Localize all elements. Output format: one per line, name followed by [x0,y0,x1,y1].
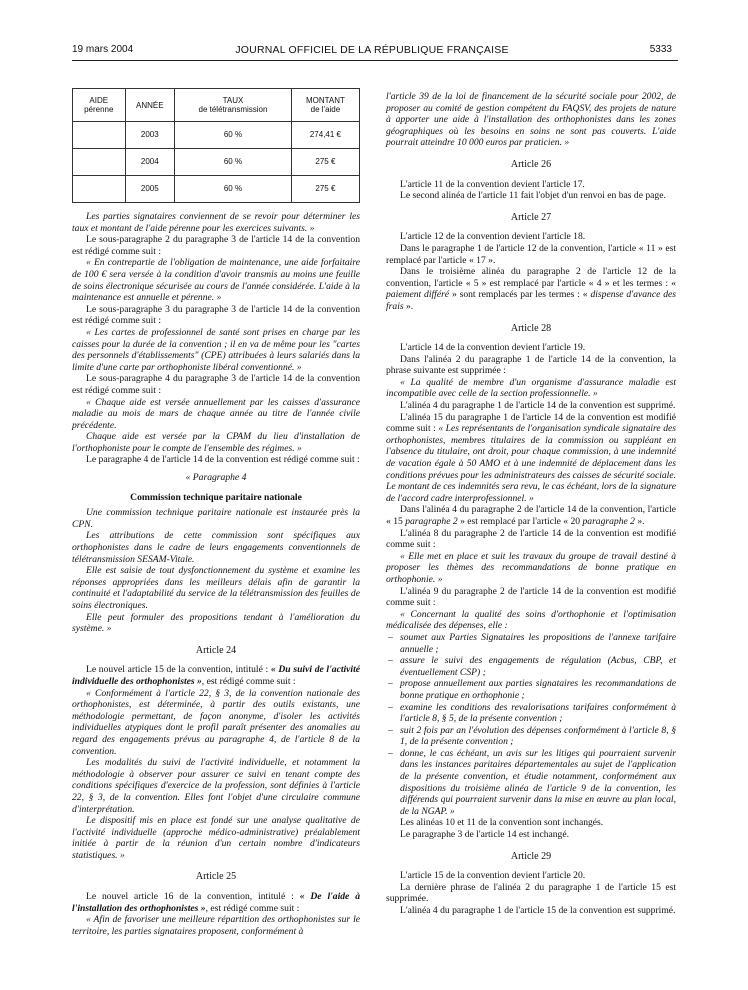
paragraph: Une commission technique paritaire nationale est instaurée près la CPN. [72,507,360,530]
article-25-title: Article 25 [195,871,237,883]
obligations-list [386,632,676,818]
paragraph: Les alinéas 10 et 11 de la convention sont inchangés. [400,817,604,829]
article-24-title: Article 24 [195,644,237,656]
paragraph: L'alinéa 4 du paragraphe 1 de l'article 14 de la convention est supprimé. [400,400,676,412]
paragraph: L'alinéa 9 du paragraphe 2 de l'article 14 de la convention est modifié comme suit : [386,585,676,609]
paragraph: L'article 14 de la convention devient l'article 19. [400,342,586,354]
paragraph: « Concernant la qualité des soins d'orthophonie et l'optimisation médicalisée des dépenses, elle : [386,608,676,632]
text-run: ». [403,300,414,312]
paragraph [72,891,360,914]
paragraph: Les modalités du suivi de l'activité individuelle, et notamment la méthodologie à observer pour assurer ce suivi en tenant compte des conditions spécifiques d'exercice de la profession, sont définies à l'article 22, § 3, de la convention. Elles font l'objet d'une circulaire commune d'interprétation. [72,757,360,815]
paragraph: Le sous-paragraphe 4 du paragraphe 3 de l'article 14 de la convention est rédigé comme suit : [72,373,360,396]
text-run: « Du suivi de l'activité individuelle des orthophonistes » [72,664,361,687]
text-run: L'alinéa 15 du paragraphe 1 de l'article 14 de la convention est modifié comme suit : [386,411,676,435]
text-run: dispense d'avance des frais [386,289,677,312]
paragraph: Le paragraphe 4 de l'article 14 de la convention est rédigé comme suit : [86,454,360,466]
list-item: – examine les conditions des revalorisations tarifaires conformément à l'article 8, § 5, de la présente convention ; [400,702,676,725]
paragraph: L'alinéa 4 du paragraphe 1 de l'article 15 de la convention est supprimé. [400,905,676,916]
paragraph: « Elle met en place et suit les travaux du groupe de travail destiné à proposer les thèmes des recommandations de bonne pratique en orthophonie. » [386,550,676,585]
paragraph: « La qualité de membre d'un organisme d'assurance maladie est incompatible avec celle de la section professionnelle. » [386,376,676,400]
list-item: – propose annuellement aux parties signataires les recommandations de bonne pratique en orthophonie ; [400,678,676,701]
paragraph [72,664,360,687]
page-header [72,44,672,58]
paragraph: Le sous-paragraphe 3 du paragraphe 3 de l'article 14 de la convention est rédigé comme suit : [72,303,360,327]
paragraph: L'article 12 de la convention devient l'article 18. [400,231,586,243]
aid-table-cell: 275 € [291,149,359,176]
text-run: » est remplacé par l'article « 20 [457,516,583,527]
aid-table-row [73,149,360,176]
paragraph: « Afin de favoriser une meilleure répartition des orthophonistes sur le territoire, les parties signataires proposent, conformément à [72,914,360,937]
aid-table-header-cell: AIDE pérenne [73,89,126,122]
paragraph: Le dispositif mis en place est fondé sur une analyse qualitative de l'activité individuelle (approche médico-administrative) préalablement initiée à partir de la réunion d'un certain nombre d'indicateurs statistiques. » [72,815,360,861]
article-26-title: Article 26 [510,158,552,170]
aid-table-cell: 60 % [175,176,292,203]
paragraph-heading: « Paragraphe 4 [185,472,247,484]
list-item: – soumet aux Parties Signataires les propositions de l'annexe tarifaire annuelle ; [400,632,676,655]
aid-table-cell: 2003 [125,122,175,149]
paragraph: « Chaque aide est versée annuellement par les caisses d'assurance maladie au mois de mars de chaque année au titre de l'année civile précédente. [72,396,360,431]
article-27-title: Article 27 [510,211,552,223]
paragraph: Chaque aide est versée par la CPAM du lieu d'installation de l'orthophoniste pour le compte de l'ensemble des régimes. » [72,431,360,454]
aid-table-row [73,122,360,149]
text-run: « Les représentants de l'organisation syndicale signataire des orthophonistes, membres titulaires de la commission ou suppléant en l'absence du titulaire, ont droit, pour chaque commission, à une indemnité de vacation égale à 50 AMO et à une indemnité de déplacement dans les conditions prévues pour les administrateurs des caisses de sécurité sociale. Le montant de ces indemnités sera revu, le cas échéant, lors de la signature de l'accord cadre interprofessionnel. » [386,423,676,504]
header-rule [72,60,678,61]
list-item: – assure le suivi des engagements de régulation (Acbus, CBP, et éventuellement CSP) ; [400,655,676,678]
paragraph: L'article 15 de la convention devient l'article 20. [400,870,586,882]
paragraph: « Conformément à l'article 22, § 3, de la convention nationale des orthophonistes, est déterminée, à partir des outils existants, une méthodologie permettant, de façon anonyme, d'isoler les activités individuelles atypiques dont le profil paraît présenter des anomalies au regard des engagements prévus au paragraphe 4, de l'article 8 de la convention. [72,687,360,757]
list-item: – donne, le cas échéant, un avis sur les litiges qui pourraient survenir dans les instances paritaires départementales au sujet de l'application de la présente convention, et étudie notamment, conformément aux dispositions du troisième alinéa de l'article 9 de la convention, les différends qui pourraient survenir dans la mise en œuvre au plan local, de la NGAP. » [400,748,676,818]
paragraph: Dans le paragraphe 1 de l'article 12 de la convention, l'article « 11 » est remplacé par l'article « 17 ». [386,242,676,266]
text-run: ». [634,516,645,527]
aid-table-cell: 2004 [125,149,175,176]
list-item: – suit 2 fois par an l'évolution des dépenses conformément à l'article 8, § 1, de la présente convention ; [400,725,676,748]
header-date: 19 mars 2004 [72,44,134,55]
paragraph: Elle est saisie de tout dysfonctionnement du système et examine les réponses appropriées dans les meilleurs délais afin de garantir la continuité et l'adaptabilité du service de la télétransmission des feuilles de soins électroniques. [72,565,360,611]
right-column [386,91,676,917]
paragraph: « En contrepartie de l'obligation de maintenance, une aide forfaitaire de 100 € sera versée à la condition d'avoir transmis au moins une feuille de soins électronique sécurisée au cours de l'année considérée. L'aide à la maintenance est annuelle et pérenne. » [72,257,360,304]
text-run: , est rédigé comme suit : [205,902,300,914]
aid-table [72,88,360,203]
paragraph [386,412,676,505]
paragraph: l'article 39 de la loi de financement de la sécurité sociale pour 2002, de proposer au comité de gestion compétent du FAQSV, des projets de nature à apporter une aide à l'installation des orthophonistes dans les zones géographiques où les besoins en soins ne sont pas couverts. L'aide pourrait atteindre 10 000 euros par praticien. » [386,91,676,149]
text-run: paiement différé [386,289,450,301]
left-column [72,88,360,937]
aid-table-cell [73,176,126,203]
paragraph: Les parties signataires conviennent de se revoir pour déterminer les taux et montant de l'aide pérenne pour les exercices suivants. » [72,211,360,234]
paragraph: Le paragraphe 3 de l'article 14 est inchangé. [400,829,570,841]
aid-table-cell: 60 % [175,122,292,149]
paragraph: « Les cartes de professionnel de santé sont prises en charge par les caisses pour la durée de la convention ; il en va de même pour les "cartes des personnels d'établissements" (CPE) attribuées à leurs salariés dans la limite d'une carte par orthophoniste libéral conventionné. » [72,326,360,373]
text-run: , est rédigé comme suit : [201,675,296,687]
header-page-number: 5333 [649,44,672,55]
aid-table-row [73,176,360,203]
text-run: Dans le troisième alinéa du paragraphe 2 de l'article 12 de la convention, l'article « 5 » est remplacé par l'article « 4 » et les termes : « [386,266,676,289]
aid-table-cell: 2005 [125,176,175,203]
text-run: » sont remplacés par les termes : « [449,289,591,301]
text-run: paragraphe 2 [582,516,635,527]
aid-table-header-cell: MONTANT de l'aide [291,89,359,122]
paragraph: L'alinéa 8 du paragraphe 2 de l'article 14 de la convention est modifié comme suit : [386,527,676,551]
text-run: « De l'aide à l'installation des orthophonistes » [72,891,360,914]
text-run: Le nouvel article 16 de la convention, intitulé : [86,891,300,903]
aid-table-cell [73,149,126,176]
paragraph: L'article 11 de la convention devient l'article 17. [400,178,585,190]
section-heading: Commission technique paritaire nationale [130,491,302,503]
paragraph: Le second alinéa de l'article 11 fait l'objet d'un renvoi en bas de page. [400,190,666,202]
text-run: paragraphe 2 [405,516,458,527]
paragraph: Le sous-paragraphe 2 du paragraphe 3 de l'article 14 de la convention est rédigé comme suit : [72,234,360,257]
paragraph: Dans l'alinéa 2 du paragraphe 1 de l'article 14 de la convention, la phrase suivante est supprimée : [386,353,676,377]
text-run: Le nouvel article 15 de la convention, intitulé : [86,664,271,676]
paragraph: Elle peut formuler des propositions tendant à l'amélioration du système. » [72,611,360,635]
article-29-title: Article 29 [510,850,552,862]
paragraph: Les attributions de cette commission sont spécifiques aux orthophonistes dans le cadre de leurs engagements conventionnels de télétransmission SESAM-Vitale. [72,530,360,565]
article-28-title: Article 28 [510,322,552,334]
aid-table-header-cell: ANNÉE [125,89,175,122]
aid-table-header-cell: TAUX de télétransmission [175,89,292,122]
aid-table-cell [73,122,126,149]
aid-table-cell: 275 € [291,176,359,203]
header-journal-title: JOURNAL OFFICIEL DE LA RÉPUBLIQUE FRANÇAISE [235,44,509,56]
paragraph [386,504,676,527]
aid-table-cell: 274,41 € [291,122,359,149]
aid-table-header-row [73,89,360,122]
aid-table-cell: 60 % [175,149,292,176]
paragraph: La dernière phrase de l'alinéa 2 du paragraphe 1 de l'article 15 est supprimée. [386,881,676,905]
text-run: Dans l'alinéa 4 du paragraphe 2 de l'article 14 de la convention, l'article « 15 [386,504,676,527]
paragraph [386,266,676,312]
